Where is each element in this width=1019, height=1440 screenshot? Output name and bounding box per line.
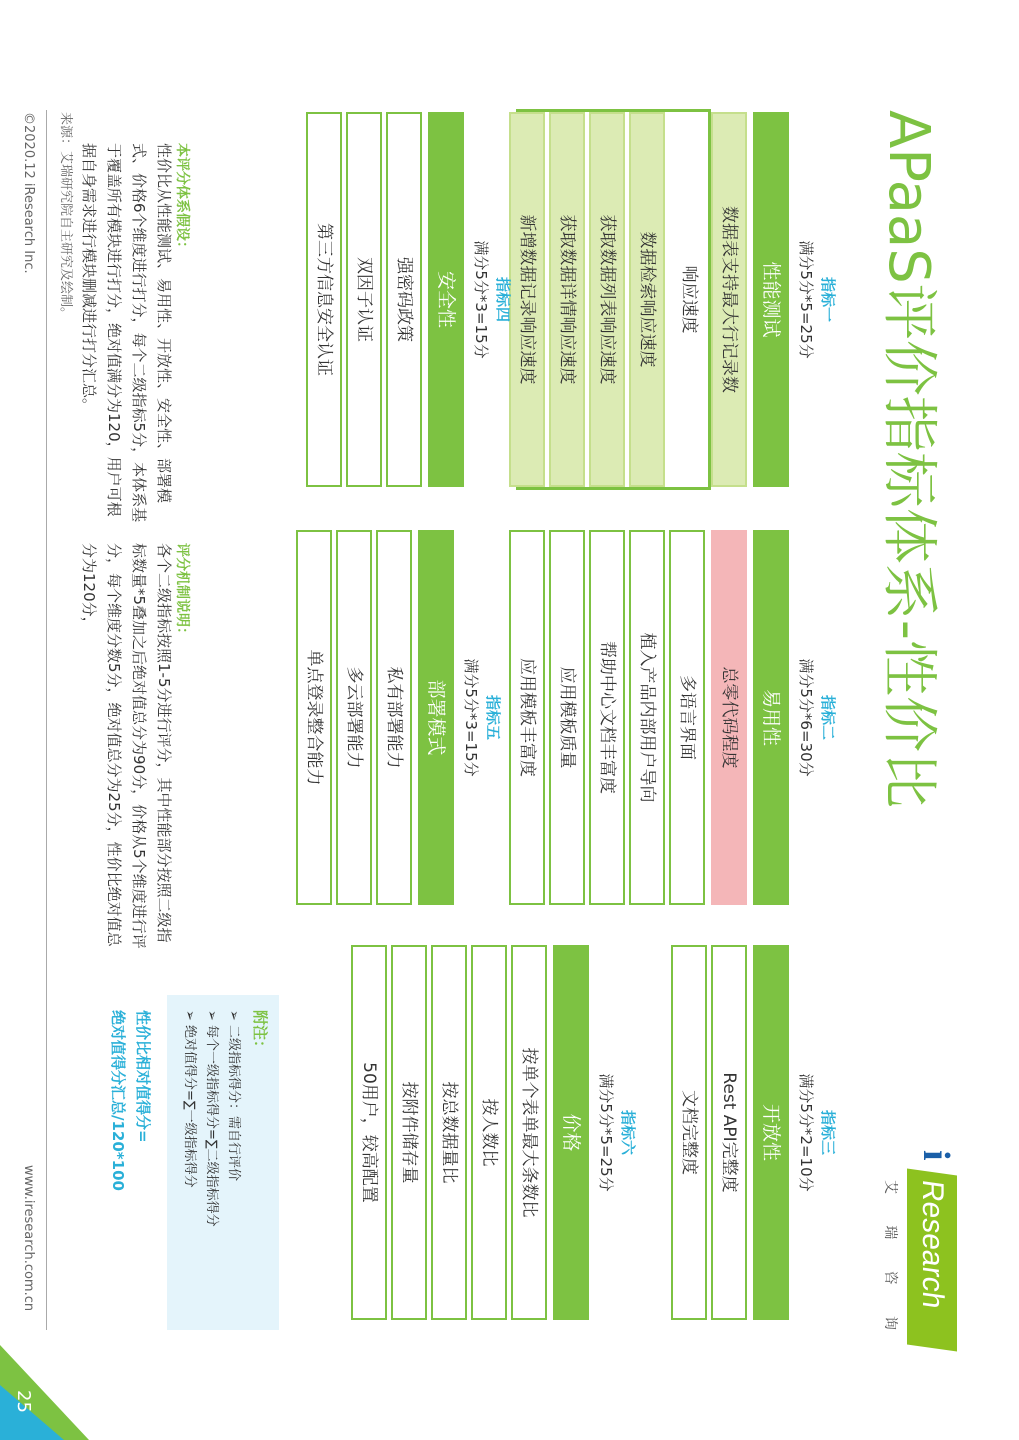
indicator-item: 植入产品内部用户导向 xyxy=(629,530,665,905)
indicator-name: 指标六 xyxy=(619,1109,637,1155)
indicator-full-score: 满分5分*3=15分 xyxy=(462,658,480,777)
indicator-head: 性能测试 xyxy=(753,112,789,487)
indicator-2 xyxy=(509,530,839,905)
indicator-head: 价格 xyxy=(553,945,589,1320)
indicator-item: 获取数据列表响应速度 xyxy=(589,112,625,487)
indicator-item: 按单个表单最大条数比 xyxy=(511,945,547,1320)
indicator-full-score: 满分5分*3=15分 xyxy=(472,240,490,359)
indicator-item: 第三方信息安全认证 xyxy=(306,112,342,487)
indicator-item: 按附件储存量 xyxy=(391,945,427,1320)
logo-name: Research xyxy=(907,1168,957,1351)
indicator-item: 数据表支持最大行记录数 xyxy=(711,112,747,487)
indicator-name: 指标四 xyxy=(494,276,512,322)
note-item: ➢ 二级指标得分：需自行评价 xyxy=(226,1010,241,1182)
assumption-text: 性价比从性能测试、易用性、开放性、安全性、部署模式、价格6个维度进行打分，每个二级指标5分，本体系基于覆盖所有模块进行打分，绝对值满分为120，用户可根据自身需求进行模块删减进行打分汇总。 xyxy=(80,143,173,523)
logo-cn-char: 瑞 xyxy=(882,1225,898,1240)
assumption-title: 本评分体系假设： xyxy=(174,143,190,255)
mechanism-text: 各个二级指标按照1-5分进行评分，其中性能部分按照二级指标数量*5叠加之后绝对值总分为90分，价格从5个维度进行评分，每个维度分数5分，绝对值总分为25分，性价比绝对值总分为120分， xyxy=(80,543,173,949)
indicator-4 xyxy=(314,112,514,487)
indicator-item: 多云部署能力 xyxy=(336,530,372,905)
indicator-item: 私有部署能力 xyxy=(376,530,412,905)
logo-cn-char: 咨 xyxy=(882,1270,898,1285)
indicator-item: 按人数比 xyxy=(471,945,507,1320)
indicator-item: 多语言界面 xyxy=(669,530,705,905)
formula-line-2: 绝对值得分汇总/120*100 xyxy=(109,1010,127,1191)
website: www.iresearch.com.cn xyxy=(21,1165,36,1312)
indicator-name: 指标一 xyxy=(819,276,837,322)
indicator-head: 部署模式 xyxy=(418,530,454,905)
indicator-1 xyxy=(509,112,839,487)
indicator-item: 50用户，较高配置 xyxy=(351,945,387,1320)
iresearch-logo xyxy=(881,1150,961,1340)
indicator-item: 应用模板质量 xyxy=(549,530,585,905)
indicator-item: 强密码政策 xyxy=(386,112,422,487)
indicator-item: 单点登录整合能力 xyxy=(296,530,332,905)
indicator-item: 按总数据量比 xyxy=(431,945,467,1320)
page-title: APaaS评价指标体系-性价比 xyxy=(876,110,941,808)
note-item: ➢ 绝对值得分=∑一级指标得分 xyxy=(182,1010,197,1188)
indicator-item: 总零代码程度 xyxy=(711,530,747,905)
source-note: 来源：艾瑞研究院自主研究及绘制。 xyxy=(58,112,73,321)
indicator-full-score: 满分5分*5=25分 xyxy=(797,240,815,359)
footer-divider xyxy=(46,110,47,1330)
indicator-full-score: 满分5分*5=25分 xyxy=(597,1073,615,1192)
formula-line-1: 性价比相对值得分= xyxy=(134,1010,152,1143)
note-box xyxy=(167,995,279,1330)
indicator-item: 新增数据记录响应速度 xyxy=(509,112,545,487)
note-title: 附注： xyxy=(251,1010,269,1056)
indicator-full-score: 满分5分*6=30分 xyxy=(797,658,815,777)
indicator-name: 指标五 xyxy=(484,694,502,740)
indicator-item: 数据检索响应速度 xyxy=(629,112,665,487)
indicator-item: 响应速度 xyxy=(679,265,699,334)
indicator-item: 文档完整度 xyxy=(671,945,707,1320)
indicator-3 xyxy=(679,945,839,1320)
indicator-full-score: 满分5分*2=10分 xyxy=(797,1073,815,1192)
indicator-head: 开放性 xyxy=(753,945,789,1320)
indicator-5 xyxy=(304,530,504,905)
indicator-item: 获取数据详情响应速度 xyxy=(549,112,585,487)
indicator-item: 双因子认证 xyxy=(346,112,382,487)
note-item: ➢ 每个一级指标得分=∑二级指标得分 xyxy=(204,1010,219,1227)
indicator-name: 指标二 xyxy=(819,694,837,740)
page-number: 25 xyxy=(13,1390,34,1413)
indicator-name: 指标三 xyxy=(819,1109,837,1155)
indicator-head: 安全性 xyxy=(428,112,464,487)
page-corner xyxy=(0,1345,89,1440)
mechanism-title: 评分机制说明： xyxy=(174,543,190,641)
indicator-item: Rest API完整度 xyxy=(711,945,747,1320)
indicator-head: 易用性 xyxy=(753,530,789,905)
indicator-item: 应用模板丰富度 xyxy=(509,530,545,905)
logo-mark: i xyxy=(915,1150,957,1161)
indicator-6 xyxy=(349,945,639,1320)
logo-cn-char: 询 xyxy=(882,1315,898,1330)
copyright: ©2020.12 iResearch Inc. xyxy=(21,112,36,274)
logo-cn-char: 艾 xyxy=(882,1180,898,1194)
logo-cn xyxy=(881,1180,901,1330)
indicator-item: 帮助中心文档丰富度 xyxy=(589,530,625,905)
